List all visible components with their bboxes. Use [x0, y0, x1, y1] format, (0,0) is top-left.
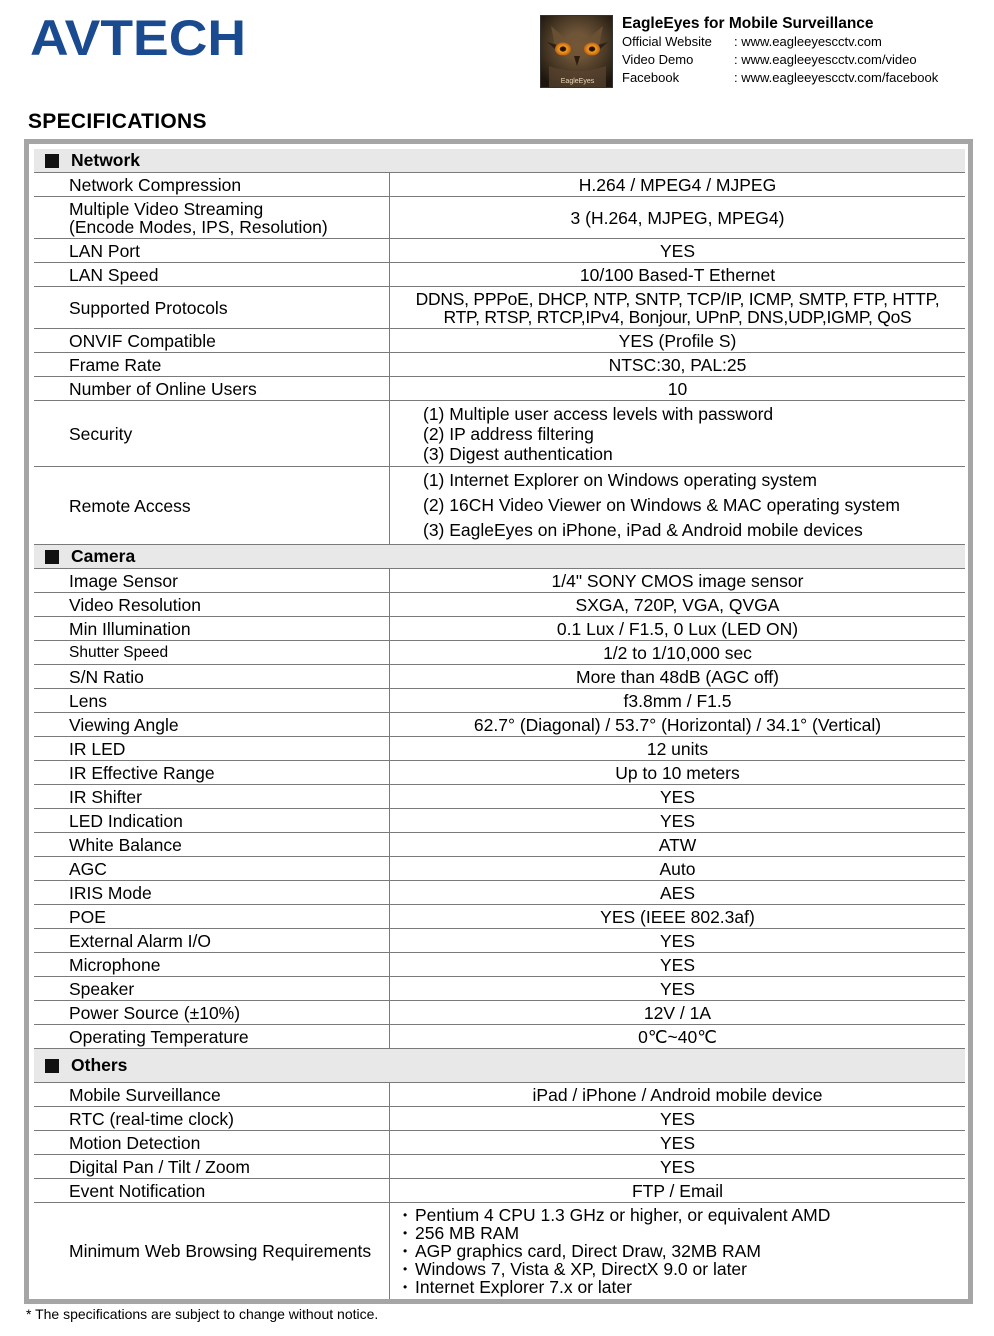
- spec-value: [390, 1131, 965, 1154]
- spec-value: [390, 833, 965, 856]
- spec-value: [390, 689, 965, 712]
- spec-label: [34, 665, 390, 688]
- section-header-camera: [34, 545, 965, 569]
- table-row: [34, 1179, 965, 1203]
- section-title: Network: [71, 150, 141, 170]
- label-line: Digital Pan / Tilt / Zoom: [69, 1156, 250, 1177]
- value-line: YES: [659, 810, 696, 831]
- spec-value: [390, 1107, 965, 1130]
- value-line: 3 (H.264, MJPEG, MPEG4): [570, 207, 785, 228]
- website-link[interactable]: : www.eagleeyescctv.com: [734, 34, 882, 49]
- label-line: RTC (real-time clock): [69, 1108, 234, 1129]
- value-line: YES: [659, 1156, 696, 1177]
- value-line: (1) Multiple user access levels with password: [423, 403, 774, 424]
- value-line: YES: [659, 1108, 696, 1129]
- spec-label: [34, 263, 390, 286]
- spec-table: [24, 139, 973, 1304]
- value-line: RTP, RTSP, RTCP,IPv4, Bonjour, UPnP, DNS,UDP,IGMP, QoS: [443, 306, 912, 327]
- spec-value: [390, 353, 965, 376]
- label-line: Shutter Speed: [69, 643, 169, 661]
- value-line: AES: [659, 882, 696, 903]
- value-line: DDNS, PPPoE, DHCP, NTP, SNTP, TCP/IP, ICMP, SMTP, FTP, HTTP,: [415, 288, 940, 309]
- bullet-dot-icon: •: [403, 1280, 408, 1294]
- spec-label: [34, 641, 390, 664]
- spec-value: [390, 1203, 965, 1299]
- table-row: [34, 881, 965, 905]
- spec-value: [390, 977, 965, 1000]
- spec-label: [34, 1083, 390, 1106]
- table-row: [34, 977, 965, 1001]
- spec-value: [390, 1025, 965, 1048]
- label-line: IR Shifter: [69, 786, 142, 807]
- value-line: (1) Internet Explorer on Windows operating system: [423, 470, 817, 490]
- spec-value: [390, 1001, 965, 1024]
- table-row: [34, 467, 965, 545]
- table-row: [34, 1107, 965, 1131]
- spec-label: [34, 713, 390, 736]
- spec-value: [390, 929, 965, 952]
- label-line: Minimum Web Browsing Requirements: [69, 1241, 372, 1261]
- label-line: Multiple Video Streaming: [69, 198, 264, 219]
- promo-block: [622, 14, 967, 87]
- value-line: SXGA, 720P, VGA, QVGA: [575, 594, 780, 615]
- label-line: Min Illumination: [69, 618, 191, 639]
- label-line: Security: [69, 423, 133, 444]
- spec-label: [34, 1203, 390, 1299]
- table-row: [34, 1131, 965, 1155]
- spec-value: [390, 881, 965, 904]
- bullet-text: AGP graphics card, Direct Draw, 32MB RAM: [415, 1241, 761, 1261]
- bullet-item: [403, 1242, 761, 1260]
- table-row: [34, 809, 965, 833]
- table-row: [34, 1025, 965, 1049]
- avtech-logo: [30, 12, 248, 60]
- facebook-link[interactable]: : www.eagleeyescctv.com/facebook: [734, 70, 939, 85]
- spec-label: [34, 1107, 390, 1130]
- spec-label: [34, 953, 390, 976]
- value-line: 1/2 to 1/10,000 sec: [603, 642, 752, 663]
- bullet-item: [403, 1278, 632, 1296]
- label-line: LAN Port: [69, 240, 140, 261]
- spec-label: [34, 287, 390, 328]
- label-line: Number of Online Users: [69, 378, 257, 399]
- bullet-dot-icon: •: [403, 1208, 408, 1222]
- label-line: Frame Rate: [69, 354, 162, 375]
- promo-label: Video Demo: [622, 52, 694, 67]
- spec-label: [34, 737, 390, 760]
- brand-wordmark: AVTECH: [30, 12, 247, 60]
- value-line: YES: [659, 978, 696, 999]
- label-line: AGC: [69, 858, 107, 879]
- square-bullet-icon: [45, 154, 59, 168]
- eagleeyes-owl-image: [540, 15, 613, 88]
- table-row: [34, 287, 965, 329]
- table-row: [34, 953, 965, 977]
- spec-label: [34, 617, 390, 640]
- spec-label: [34, 197, 390, 238]
- label-line: LAN Speed: [69, 264, 159, 285]
- value-line: (3) EagleEyes on iPhone, iPad & Android mobile devices: [423, 520, 863, 540]
- owl-caption: EagleEyes: [560, 78, 595, 85]
- value-line: YES (IEEE 802.3af): [600, 906, 755, 927]
- spec-label: [34, 689, 390, 712]
- label-line: Speaker: [69, 978, 135, 999]
- label-line: Mobile Surveillance: [69, 1084, 221, 1105]
- spec-value: [390, 1179, 965, 1202]
- spec-value: [390, 263, 965, 286]
- label-line: Network Compression: [69, 174, 242, 195]
- bullet-text: Pentium 4 CPU 1.3 GHz or higher, or equivalent AMD: [415, 1205, 831, 1225]
- spec-value: [390, 377, 965, 400]
- bullet-item: [403, 1224, 519, 1242]
- spec-label: [34, 401, 390, 466]
- table-row: [34, 353, 965, 377]
- spec-label: [34, 1155, 390, 1178]
- spec-value: [390, 641, 965, 664]
- value-line: YES (Profile S): [618, 330, 737, 351]
- value-line: 12 units: [646, 738, 709, 759]
- table-row: [34, 377, 965, 401]
- page-title: SPECIFICATIONS: [28, 110, 207, 133]
- label-line: ONVIF Compatible: [69, 330, 216, 351]
- promo-label: Official Website: [622, 34, 712, 49]
- spec-label: [34, 239, 390, 262]
- table-row: [34, 329, 965, 353]
- label-line: Supported Protocols: [69, 297, 228, 318]
- value-line: YES: [659, 930, 696, 951]
- label-line: Power Source (±10%): [69, 1002, 241, 1023]
- value-line: (2) IP address filtering: [423, 423, 594, 444]
- bullet-text: Windows 7, Vista & XP, DirectX 9.0 or later: [415, 1259, 747, 1279]
- label-line: Remote Access: [69, 495, 191, 516]
- promo-row-video: [622, 51, 967, 69]
- spec-value: [390, 785, 965, 808]
- footnote: * The specifications are subject to change without notice.: [26, 1306, 379, 1322]
- table-row: [34, 569, 965, 593]
- spec-value: [390, 467, 965, 544]
- label-line: IR Effective Range: [69, 762, 215, 783]
- value-line: Up to 10 meters: [615, 762, 740, 783]
- table-row: [34, 929, 965, 953]
- value-line: YES: [659, 786, 696, 807]
- label-line: Viewing Angle: [69, 714, 179, 735]
- spec-value: [390, 761, 965, 784]
- spec-value: [390, 197, 965, 238]
- spec-label: [34, 593, 390, 616]
- spec-value: [390, 329, 965, 352]
- label-line: S/N Ratio: [69, 666, 144, 687]
- label-line: IR LED: [69, 738, 126, 759]
- bullet-text: Internet Explorer 7.x or later: [415, 1277, 632, 1297]
- spec-value: [390, 665, 965, 688]
- value-line: FTP / Email: [631, 1180, 724, 1201]
- table-row: [34, 785, 965, 809]
- spec-value: [390, 713, 965, 736]
- table-row: [34, 641, 965, 665]
- value-line: (3) Digest authentication: [423, 443, 613, 464]
- section-title: Camera: [71, 546, 136, 566]
- spec-value: [390, 593, 965, 616]
- table-row: [34, 905, 965, 929]
- label-line: (Encode Modes, IPS, Resolution): [69, 216, 328, 237]
- value-line: More than 48dB (AGC off): [576, 666, 779, 687]
- label-line: Lens: [69, 690, 107, 711]
- spec-label: [34, 761, 390, 784]
- value-line: H.264 / MPEG4 / MJPEG: [578, 174, 777, 195]
- label-line: IRIS Mode: [69, 882, 152, 903]
- value-line: f3.8mm / F1.5: [623, 690, 732, 711]
- value-line: 62.7° (Diagonal) / 53.7° (Horizontal) / 34.1° (Vertical): [473, 714, 882, 735]
- label-line: External Alarm I/O: [69, 930, 211, 951]
- spec-label: [34, 929, 390, 952]
- value-line: 10/100 Based-T Ethernet: [579, 264, 776, 285]
- label-line: White Balance: [69, 834, 182, 855]
- table-row: [34, 833, 965, 857]
- value-line: ATW: [658, 834, 697, 855]
- spec-label: [34, 977, 390, 1000]
- label-line: Motion Detection: [69, 1132, 201, 1153]
- table-row: [34, 401, 965, 467]
- bullet-dot-icon: •: [403, 1226, 408, 1240]
- label-line: Video Resolution: [69, 594, 201, 615]
- spec-label: [34, 809, 390, 832]
- table-row: [34, 689, 965, 713]
- bullet-item: [403, 1260, 747, 1278]
- spec-value: [390, 905, 965, 928]
- table-row: [34, 1155, 965, 1179]
- value-line: YES: [659, 954, 696, 975]
- table-row: [34, 761, 965, 785]
- table-row: [34, 263, 965, 287]
- value-line: (2) 16CH Video Viewer on Windows & MAC operating system: [423, 495, 900, 515]
- spec-value: [390, 1155, 965, 1178]
- spec-value: [390, 569, 965, 592]
- promo-row-facebook: [622, 69, 967, 87]
- section-title: Others: [71, 1055, 128, 1075]
- bullet-dot-icon: •: [403, 1262, 408, 1276]
- spec-label: [34, 467, 390, 544]
- spec-label: [34, 857, 390, 880]
- value-line: 0.1 Lux / F1.5, 0 Lux (LED ON): [556, 618, 799, 639]
- spec-label: [34, 785, 390, 808]
- label-line: Operating Temperature: [69, 1026, 249, 1047]
- bullet-item: [403, 1206, 830, 1224]
- table-row: [34, 665, 965, 689]
- table-row: [34, 239, 965, 263]
- table-row: [34, 1001, 965, 1025]
- label-line: Image Sensor: [69, 570, 178, 591]
- spec-value: [390, 287, 965, 328]
- value-line: 10: [667, 378, 688, 399]
- spec-label: [34, 1025, 390, 1048]
- section-header-others: [34, 1049, 965, 1083]
- table-row: [34, 173, 965, 197]
- label-line: Event Notification: [69, 1180, 206, 1201]
- spec-label: [34, 329, 390, 352]
- value-line: 0℃~40℃: [638, 1026, 717, 1047]
- spec-value: [390, 737, 965, 760]
- spec-value: [390, 1083, 965, 1106]
- spec-value: [390, 857, 965, 880]
- table-row: [34, 857, 965, 881]
- table-row: [34, 1203, 965, 1299]
- spec-value: [390, 401, 965, 466]
- section-header-network: [34, 149, 965, 173]
- bullet-dot-icon: •: [403, 1244, 408, 1258]
- table-row: [34, 737, 965, 761]
- value-line: 12V / 1A: [643, 1002, 712, 1023]
- bullet-text: 256 MB RAM: [415, 1223, 520, 1243]
- promo-label: Facebook: [622, 70, 680, 85]
- spec-value: [390, 953, 965, 976]
- spec-label: [34, 173, 390, 196]
- label-line: Microphone: [69, 954, 161, 975]
- spec-label: [34, 377, 390, 400]
- value-line: NTSC:30, PAL:25: [608, 354, 747, 375]
- table-row: [34, 1083, 965, 1107]
- value-line: Auto: [659, 858, 696, 879]
- spec-value: [390, 173, 965, 196]
- value-line: 1/4" SONY CMOS image sensor: [551, 570, 804, 591]
- square-bullet-icon: [45, 550, 59, 564]
- spec-label: [34, 833, 390, 856]
- promo-title: EagleEyes for Mobile Surveillance: [622, 15, 874, 32]
- table-row: [34, 593, 965, 617]
- spec-value: [390, 239, 965, 262]
- value-line: YES: [659, 240, 696, 261]
- spec-label: [34, 569, 390, 592]
- label-line: POE: [69, 906, 106, 927]
- spec-label: [34, 353, 390, 376]
- spec-value: [390, 809, 965, 832]
- spec-label: [34, 1001, 390, 1024]
- square-bullet-icon: [45, 1059, 59, 1073]
- value-line: YES: [659, 1132, 696, 1153]
- spec-label: [34, 905, 390, 928]
- value-line: iPad / iPhone / Android mobile device: [532, 1084, 823, 1105]
- table-row: [34, 713, 965, 737]
- video-demo-link[interactable]: : www.eagleeyescctv.com/video: [734, 52, 917, 67]
- table-row: [34, 197, 965, 239]
- spec-label: [34, 881, 390, 904]
- table-row: [34, 617, 965, 641]
- spec-label: [34, 1131, 390, 1154]
- spec-value: [390, 617, 965, 640]
- promo-row-website: [622, 33, 967, 51]
- label-line: LED Indication: [69, 810, 183, 831]
- spec-label: [34, 1179, 390, 1202]
